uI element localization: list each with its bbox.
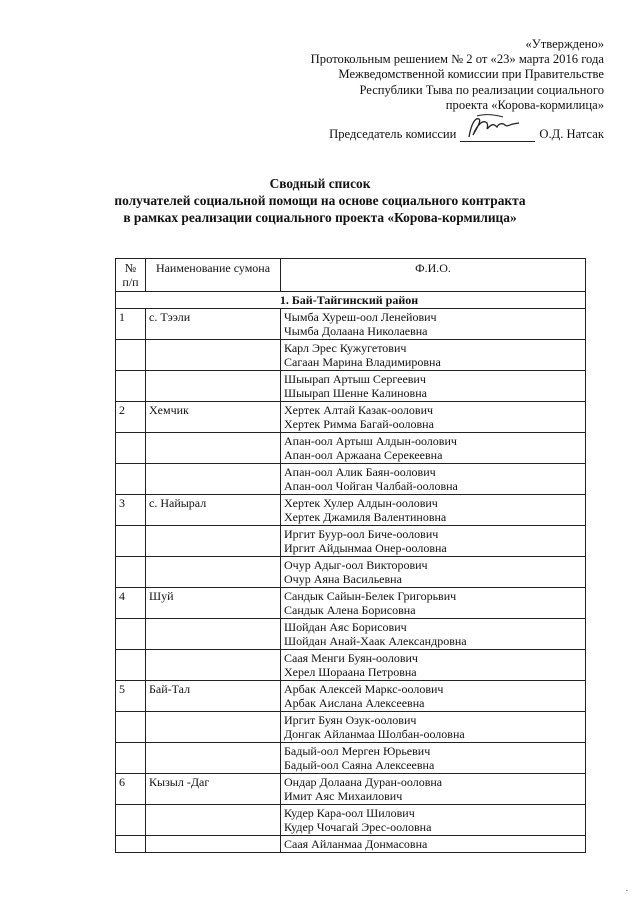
table-row — [116, 836, 586, 853]
row-names — [281, 712, 586, 743]
person-name: Имит Аяс Михаилович — [284, 789, 403, 803]
row-names — [281, 743, 586, 774]
document-title — [0, 175, 640, 226]
row-sumon: Шуй — [146, 588, 281, 619]
person-name: Чымба Хуреш-оол Ленейович — [284, 310, 437, 324]
row-names — [281, 588, 586, 619]
handwritten-signature-icon — [463, 113, 523, 139]
table-row — [116, 588, 586, 619]
person-name: Саая Менги Буян-оолович — [284, 651, 418, 665]
person-name: Хертек Алтай Казак-оолович — [284, 403, 434, 417]
table-row — [116, 402, 586, 433]
table-row — [116, 495, 586, 526]
person-name: Шойдан Аяс Борисович — [284, 620, 407, 634]
row-names — [281, 340, 586, 371]
person-name: Сагаан Марина Владимировна — [284, 355, 441, 369]
row-sumon: Бай-Тал — [146, 681, 281, 712]
row-num — [116, 619, 146, 650]
person-name: Хертек Джамиля Валентиновна — [284, 510, 447, 524]
person-name: Шыырап Шенне Калиновна — [284, 386, 427, 400]
row-names — [281, 836, 586, 853]
region-title: 1. Бай-Тайгинский район — [116, 292, 586, 309]
row-sumon: Кызыл -Даг — [146, 774, 281, 805]
page-corner-mark: . — [625, 883, 628, 893]
row-sumon — [146, 526, 281, 557]
table-row — [116, 743, 586, 774]
row-names — [281, 371, 586, 402]
approval-line: Республики Тыва по реализации социального — [359, 82, 604, 97]
row-sumon — [146, 836, 281, 853]
row-names — [281, 433, 586, 464]
person-name: Донгак Айланмаа Шолбан-ооловна — [284, 727, 465, 741]
row-names — [281, 805, 586, 836]
person-name: Кудер Кара-оол Шилович — [284, 806, 415, 820]
person-name: Апан-оол Алик Баян-оолович — [284, 465, 436, 479]
row-sumon — [146, 650, 281, 681]
table-row — [116, 309, 586, 340]
row-names — [281, 619, 586, 650]
row-num — [116, 650, 146, 681]
row-num — [116, 836, 146, 853]
person-name: Бадый-оол Саяна Алексеевна — [284, 758, 435, 772]
row-names — [281, 650, 586, 681]
row-num — [116, 433, 146, 464]
row-names — [281, 309, 586, 340]
person-name: Очур Адыг-оол Викторович — [284, 558, 428, 572]
person-name: Иргит Буян Озук-оолович — [284, 713, 417, 727]
header-num: № п/п — [116, 259, 146, 292]
table-row — [116, 526, 586, 557]
chair-label: Председатель комиссии — [329, 127, 457, 141]
signature-line — [460, 121, 535, 142]
row-sumon — [146, 805, 281, 836]
person-name: Херел Шораана Петровна — [284, 665, 417, 679]
row-sumon — [146, 464, 281, 495]
person-name: Ондар Долаана Дуран-ооловна — [284, 775, 443, 789]
row-num — [116, 712, 146, 743]
person-name: Сандык Алена Борисовна — [284, 603, 416, 617]
person-name: Хертек Хулер Алдын-оолович — [284, 496, 438, 510]
chair-signature-line — [329, 121, 604, 142]
table-row — [116, 681, 586, 712]
person-name: Арбак Алексей Маркс-оолович — [284, 682, 444, 696]
title-line-3: в рамках реализации социального проекта «Корова-кормилица» — [123, 210, 517, 225]
row-sumon — [146, 371, 281, 402]
person-name: Саая Айланмаа Донмасовна — [284, 837, 428, 851]
row-names — [281, 774, 586, 805]
row-num: 5 — [116, 681, 146, 712]
table-row — [116, 371, 586, 402]
row-sumon — [146, 712, 281, 743]
table-row — [116, 805, 586, 836]
row-num — [116, 340, 146, 371]
title-line-2: получателей социальной помощи на основе социального контракта — [114, 193, 526, 208]
table-row — [116, 340, 586, 371]
row-num: 2 — [116, 402, 146, 433]
table-row — [116, 650, 586, 681]
row-num — [116, 557, 146, 588]
row-num — [116, 805, 146, 836]
table-row — [116, 619, 586, 650]
row-names — [281, 681, 586, 712]
person-name: Апан-оол Артыш Алдын-оолович — [284, 434, 457, 448]
person-name: Очур Аяна Васильевна — [284, 572, 402, 586]
row-num — [116, 743, 146, 774]
row-sumon — [146, 557, 281, 588]
person-name: Бадый-оол Мерген Юрьевич — [284, 744, 431, 758]
person-name: Иргит Айдынмаа Онер-ооловна — [284, 541, 447, 555]
row-num — [116, 464, 146, 495]
approval-block — [274, 37, 604, 113]
row-num — [116, 526, 146, 557]
row-sumon — [146, 433, 281, 464]
person-name: Хертек Римма Багай-ооловна — [284, 417, 434, 431]
table-row — [116, 557, 586, 588]
table-row — [116, 464, 586, 495]
row-num: 3 — [116, 495, 146, 526]
row-num: 4 — [116, 588, 146, 619]
row-sumon: с. Тээли — [146, 309, 281, 340]
person-name: Иргит Буур-оол Биче-оолович — [284, 527, 439, 541]
person-name: Сандык Сайын-Белек Григорьвич — [284, 589, 457, 603]
table-row — [116, 433, 586, 464]
person-name: Кудер Чочагай Эрес-ооловна — [284, 820, 432, 834]
row-names — [281, 495, 586, 526]
row-sumon — [146, 743, 281, 774]
approval-line: «Утверждено» — [525, 37, 604, 51]
person-name: Карл Эрес Кужугетович — [284, 341, 407, 355]
region-row — [116, 292, 586, 309]
person-name: Чымба Долаана Николаевна — [284, 324, 428, 338]
row-names — [281, 402, 586, 433]
chair-name: О.Д. Натсак — [539, 127, 604, 141]
row-num — [116, 371, 146, 402]
person-name: Шойдан Анай-Хаак Александровна — [284, 634, 467, 648]
header-sumon: Наименование сумона — [146, 259, 281, 292]
person-name: Апан-оол Чойган Чалбай-ооловна — [284, 479, 458, 493]
person-name: Арбак Аислана Алексеевна — [284, 696, 425, 710]
row-num: 1 — [116, 309, 146, 340]
recipients-table — [115, 258, 586, 853]
row-sumon: с. Найырал — [146, 495, 281, 526]
table-row — [116, 774, 586, 805]
person-name: Апан-оол Аржаана Серекеевна — [284, 448, 443, 462]
approval-line: Межведомственной комиссии при Правительстве — [338, 67, 604, 82]
row-num: 6 — [116, 774, 146, 805]
row-sumon — [146, 619, 281, 650]
row-sumon: Хемчик — [146, 402, 281, 433]
table-header-row — [116, 259, 586, 292]
row-names — [281, 526, 586, 557]
approval-line: Протокольным решением № 2 от «23» марта 2016 года — [310, 52, 604, 67]
person-name: Шыырап Артыш Сергеевич — [284, 372, 426, 386]
row-sumon — [146, 340, 281, 371]
row-names — [281, 464, 586, 495]
table-row — [116, 712, 586, 743]
approval-line: проекта «Корова-кормилица» — [445, 97, 604, 112]
title-line-1: Сводный список — [269, 176, 371, 191]
row-names — [281, 557, 586, 588]
header-fio: Ф.И.О. — [281, 259, 586, 292]
